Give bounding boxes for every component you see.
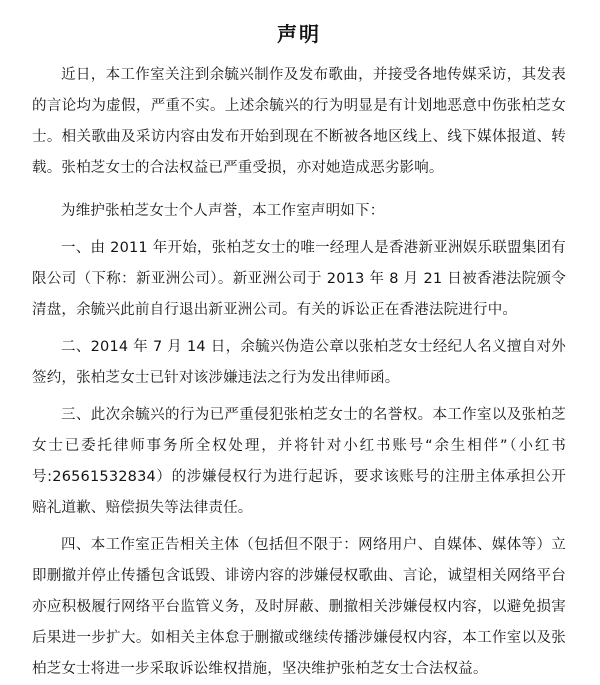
paragraph-point-2: 二、2014 年 7 月 14 日，余毓兴伪造公章以张柏芝女士经纪人名义擅自对外签约，张柏芝女士已针对该涉嫌违法之行为发出律师函。 [32,339,566,386]
paragraph-point-4: 四、本工作室正告相关主体（包括但不限于：网络用户、自媒体、媒体等）立即删撤并停止传播包含诋毁、诽谤内容的涉嫌侵权歌曲、言论，诚望相关网络平台亦应积极履行网络平台监管义务，及时屏蔽、删撤相关涉嫌侵权内容，以避免损害后果进一步扩大。如相关主体怠于删撤或继续传播涉嫌侵权内容，本工作室以及张柏芝女士将进一步采取诉讼维权措施，坚决维护张柏芝女士合法权益。 [32,537,566,677]
paragraph-intro: 近日，本工作室关注到余毓兴制作及发布歌曲，并接受各地传媒采访，其发表的言论均为虚假，严重不实。上述余毓兴的行为明显是有计划地恶意中伤张柏芝女士。相关歌曲及采访内容由发布开始到现在不断被各地区线上、线下媒体报道、转载。张柏芝女士的合法权益已严重受损，亦对她造成恶劣影响。 [32,67,566,176]
document-title: 声明 [277,22,321,46]
paragraph-point-1: 一、由 2011 年开始，张柏芝女士的唯一经理人是香港新亚洲娱乐联盟集团有限公司（下称：新亚洲公司）。新亚洲公司于 2013 年 8 月 21 日被香港法院颁令清盘，余毓兴此前自行退出新亚洲公司。有关的诉讼正在香港法院进行中。 [32,240,566,318]
paragraph-point-3: 三、此次余毓兴的行为已严重侵犯张柏芝女士的名誉权。本工作室以及张柏芝女士已委托律师事务所全权处理，并将针对小红书账号“余生相伴”（小红书号:26561532834）的涉嫌侵权行为进行起诉，要求该账号的注册主体承担公开赔礼道歉、赔偿损失等法律责任。 [32,407,566,516]
paragraph-declaration-lead: 为维护张柏芝女士个人声誉，本工作室声明如下： [61,203,385,219]
